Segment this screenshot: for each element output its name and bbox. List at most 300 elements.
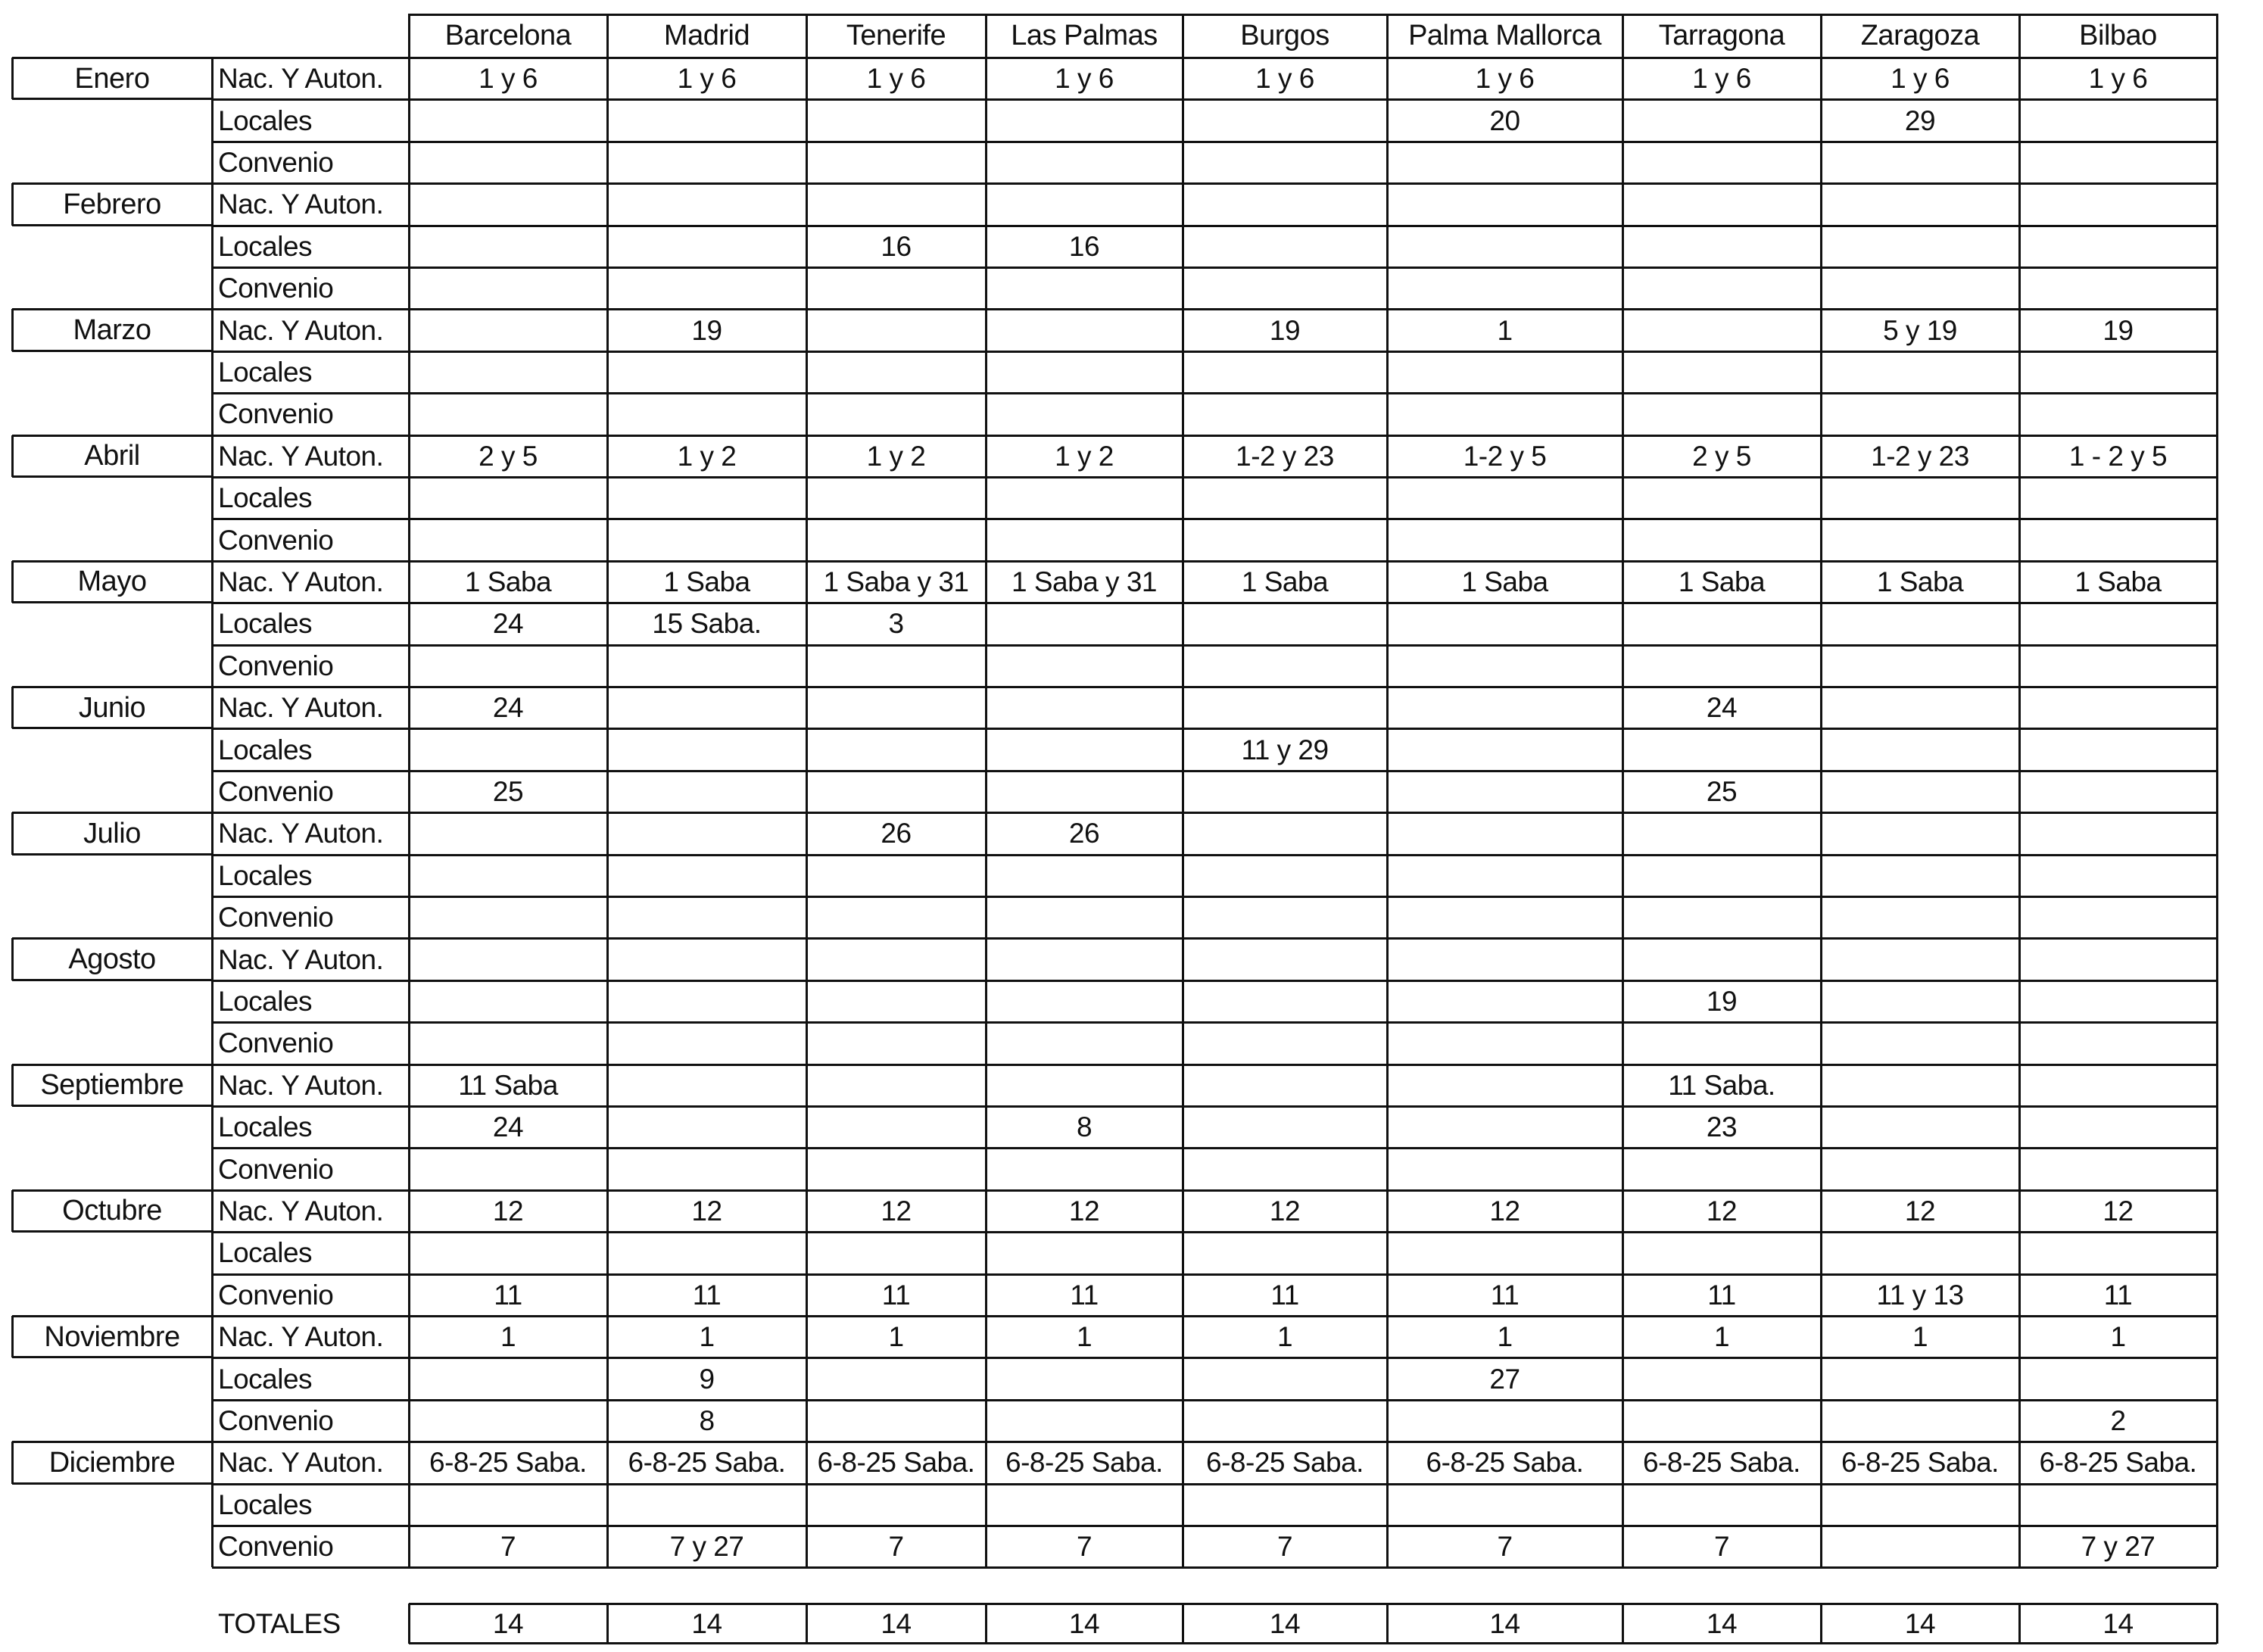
holiday-cell — [1622, 896, 1821, 938]
body-column-rule — [2018, 58, 2021, 1567]
holiday-cell — [607, 99, 806, 141]
holiday-cell: 2 — [2110, 1404, 2126, 1436]
holiday-cell — [1183, 519, 1387, 560]
holiday-cell — [1622, 855, 1821, 896]
category-label: Nac. Y Auton. — [218, 566, 384, 597]
holiday-cell — [607, 771, 806, 812]
holiday-cell: 25 — [492, 775, 524, 807]
holiday-cell: 2 y 5 — [1692, 440, 1751, 472]
month-label: Enero — [74, 62, 150, 95]
holiday-cell — [1183, 1148, 1387, 1189]
month-box-bottom — [12, 350, 212, 352]
holiday-cell: 7 y 27 — [2081, 1531, 2155, 1563]
category-label: Locales — [218, 482, 313, 514]
holiday-cell — [1387, 1400, 1622, 1442]
row-rule — [212, 98, 2217, 101]
total-value: 14 — [1489, 1608, 1520, 1639]
category-label: Convenio — [218, 1153, 334, 1185]
category-label: Convenio — [218, 902, 334, 934]
holiday-cell — [1387, 519, 1622, 560]
holiday-cell: 1 — [1912, 1321, 1928, 1353]
holiday-cell: 25 — [1706, 775, 1738, 807]
category-label: Nac. Y Auton. — [218, 1195, 384, 1227]
holiday-cell — [409, 99, 607, 141]
header-column-rule — [806, 14, 808, 58]
holiday-cell — [2019, 938, 2217, 980]
column-header-city: Burgos — [1240, 20, 1329, 51]
holiday-cell — [2019, 980, 2217, 1022]
holiday-cell: 1-2 y 5 — [1463, 440, 1547, 472]
row-rule — [212, 1441, 2217, 1443]
holiday-cell — [1183, 351, 1387, 393]
holiday-cell: 2 y 5 — [478, 440, 538, 472]
holiday-cell — [2019, 1484, 2217, 1526]
total-value: 14 — [492, 1608, 524, 1639]
holiday-cell — [409, 183, 607, 225]
totals-column-rule — [408, 1604, 410, 1644]
category-label: Locales — [218, 985, 313, 1017]
holiday-cell — [806, 142, 986, 183]
holiday-cell — [1183, 183, 1387, 225]
holiday-cell: 1 Saba y 31 — [1011, 566, 1157, 597]
category-label: Nac. Y Auton. — [218, 314, 384, 346]
month-box-bottom — [12, 1230, 212, 1233]
holiday-cell — [607, 1106, 806, 1148]
row-rule — [212, 1483, 2217, 1485]
month-box-left — [11, 938, 14, 980]
holiday-cell — [1622, 393, 1821, 435]
month-box-bottom — [12, 1356, 212, 1358]
total-value: 14 — [1706, 1608, 1738, 1639]
body-column-rule — [606, 58, 609, 1567]
row-rule — [212, 351, 2217, 353]
holiday-cell — [1387, 728, 1622, 770]
category-label: Locales — [218, 1111, 313, 1143]
holiday-cell — [1821, 896, 2019, 938]
row-rule — [212, 1273, 2217, 1276]
total-value: 14 — [691, 1608, 722, 1639]
holiday-cell — [986, 267, 1183, 309]
holiday-cell — [1622, 519, 1821, 560]
holiday-cell — [986, 771, 1183, 812]
holiday-cell — [1387, 267, 1622, 309]
month-box-left — [11, 183, 14, 225]
month-box-left — [11, 1190, 14, 1232]
holiday-cell: 1 Saba — [464, 566, 552, 597]
body-column-rule — [1622, 58, 1624, 1567]
holiday-cell: 3 — [888, 608, 904, 640]
holiday-cell — [1821, 728, 2019, 770]
header-column-rule — [2216, 14, 2218, 58]
total-value: 14 — [881, 1608, 912, 1639]
holiday-cell: 16 — [881, 230, 912, 262]
holiday-cell — [986, 603, 1183, 644]
holiday-cell — [1821, 1022, 2019, 1064]
month-label: Septiembre — [40, 1069, 184, 1102]
holiday-cell — [1387, 1148, 1622, 1189]
row-rule — [212, 686, 2217, 688]
body-column-rule — [1182, 58, 1184, 1567]
holiday-cell — [1821, 1106, 2019, 1148]
holiday-cell: 1 — [1497, 1321, 1513, 1353]
holiday-cell: 7 — [1276, 1531, 1293, 1563]
header-column-rule — [1386, 14, 1389, 58]
month-box-top — [12, 560, 212, 563]
holiday-cell — [607, 728, 806, 770]
category-label: Nac. Y Auton. — [218, 189, 384, 220]
month-box-top — [12, 308, 212, 310]
holiday-cell — [1183, 645, 1387, 687]
holiday-cell — [409, 896, 607, 938]
holiday-cell: 12 — [492, 1195, 524, 1227]
row-rule — [212, 560, 2217, 563]
holiday-cell — [2019, 519, 2217, 560]
holiday-cell — [986, 1400, 1183, 1442]
row-rule — [212, 770, 2217, 772]
holiday-cell: 12 — [1068, 1195, 1100, 1227]
totals-column-rule — [985, 1604, 987, 1644]
holiday-cell — [1622, 1484, 1821, 1526]
holiday-cell: 26 — [881, 818, 912, 849]
holiday-cell — [986, 1148, 1183, 1189]
holiday-cell — [409, 980, 607, 1022]
row-rule — [212, 518, 2217, 520]
holiday-cell — [1183, 687, 1387, 728]
holiday-cell: 9 — [699, 1363, 715, 1395]
holiday-cell: 29 — [1904, 104, 1936, 136]
holiday-cell — [806, 1484, 986, 1526]
holiday-cell — [1387, 896, 1622, 938]
holiday-cell — [1821, 1400, 2019, 1442]
holiday-cell — [1387, 687, 1622, 728]
holiday-cell — [1387, 1022, 1622, 1064]
holiday-cell — [806, 645, 986, 687]
holiday-cell: 1 y 6 — [2088, 63, 2148, 95]
totals-column-rule — [1622, 1604, 1624, 1644]
total-value: 14 — [1904, 1608, 1936, 1639]
holiday-cell: 6-8-25 Saba. — [1005, 1447, 1163, 1479]
holiday-cell: 5 y 19 — [1883, 314, 1957, 346]
holiday-cell: 7 — [888, 1531, 904, 1563]
row-rule — [212, 1189, 2217, 1192]
row-rule — [212, 435, 2217, 437]
holiday-cell: 1 — [888, 1321, 904, 1353]
holiday-cell — [1821, 183, 2019, 225]
month-label: Agosto — [68, 943, 156, 976]
holiday-cell — [806, 896, 986, 938]
holiday-cell: 1 Saba — [1678, 566, 1766, 597]
holiday-cell — [409, 1148, 607, 1189]
holiday-cell — [1387, 1484, 1622, 1526]
holiday-cell — [2019, 812, 2217, 854]
holiday-cell — [409, 142, 607, 183]
holiday-cell — [409, 309, 607, 351]
category-label: Nac. Y Auton. — [218, 1069, 384, 1101]
category-label: Locales — [218, 356, 313, 388]
holiday-cell: 1 y 6 — [1891, 63, 1950, 95]
holiday-cell — [1387, 226, 1622, 267]
holiday-cell — [986, 477, 1183, 519]
holiday-cell: 1 — [1713, 1321, 1730, 1353]
holiday-cell — [806, 1232, 986, 1273]
holiday-cell — [2019, 1148, 2217, 1189]
holiday-cell — [409, 267, 607, 309]
holiday-cell — [1821, 771, 2019, 812]
month-box-top — [12, 686, 212, 688]
holiday-cell: 11 — [1070, 1279, 1099, 1311]
holiday-cell: 1 - 2 y 5 — [2068, 440, 2168, 472]
holiday-cell — [2019, 687, 2217, 728]
holiday-cell — [2019, 896, 2217, 938]
row-rule — [212, 1399, 2217, 1401]
category-label: Locales — [218, 608, 313, 640]
holiday-cell — [1622, 226, 1821, 267]
holiday-cell — [409, 1357, 607, 1399]
holiday-cell — [1622, 1232, 1821, 1273]
holiday-cell — [1183, 142, 1387, 183]
holiday-cell — [1622, 1148, 1821, 1189]
holiday-cell: 24 — [1706, 692, 1738, 724]
holiday-cell — [1821, 226, 2019, 267]
category-label: Convenio — [218, 1531, 334, 1563]
holiday-cell — [1183, 1232, 1387, 1273]
holiday-cell: 12 — [1904, 1195, 1936, 1227]
holiday-cell — [806, 1400, 986, 1442]
month-box-top — [12, 812, 212, 814]
category-column-rule — [211, 58, 214, 1567]
holiday-cell: 11 — [2103, 1279, 2133, 1311]
holiday-cell: 11 Saba — [458, 1069, 558, 1101]
month-box-left — [11, 561, 14, 603]
header-column-rule — [606, 14, 609, 58]
holiday-cell — [2019, 771, 2217, 812]
holiday-cell — [1183, 267, 1387, 309]
holiday-cell: 1 y 6 — [478, 63, 538, 95]
totals-column-rule — [2216, 1604, 2218, 1644]
totals-column-rule — [1182, 1604, 1184, 1644]
holiday-cell — [806, 309, 986, 351]
holiday-cell: 19 — [1269, 314, 1301, 346]
column-header-city: Tarragona — [1658, 20, 1785, 51]
holiday-cell — [1821, 603, 2019, 644]
holiday-cell: 1 y 6 — [677, 63, 737, 95]
category-label: Locales — [218, 230, 313, 262]
category-label: Nac. Y Auton. — [218, 1447, 384, 1479]
holiday-cell: 27 — [1489, 1363, 1520, 1395]
holiday-cell — [607, 896, 806, 938]
month-box-top — [12, 57, 212, 59]
holiday-cell: 24 — [492, 608, 524, 640]
month-box-bottom — [12, 727, 212, 729]
holiday-cell — [1622, 99, 1821, 141]
holiday-cell: 12 — [691, 1195, 722, 1227]
month-box-top — [12, 1315, 212, 1317]
holiday-cell: 7 y 27 — [669, 1531, 744, 1563]
body-column-rule — [806, 58, 808, 1567]
holiday-cell: 1 y 2 — [1055, 440, 1114, 472]
holiday-cell — [1387, 812, 1622, 854]
holiday-cell: 8 — [699, 1404, 715, 1436]
holiday-cell: 11 — [692, 1279, 722, 1311]
holiday-cell — [806, 1064, 986, 1106]
holiday-cell — [2019, 393, 2217, 435]
holiday-cell: 19 — [1706, 985, 1738, 1017]
holiday-cell — [1821, 1064, 2019, 1106]
totals-label: TOTALES — [218, 1608, 341, 1639]
row-rule — [212, 1315, 2217, 1317]
holiday-cell: 12 — [1489, 1195, 1520, 1227]
holiday-cell — [1821, 477, 2019, 519]
holiday-cell: 11 — [1707, 1279, 1736, 1311]
body-column-rule — [1820, 58, 1822, 1567]
holiday-cell: 6-8-25 Saba. — [1841, 1447, 1999, 1479]
holiday-cell — [409, 728, 607, 770]
row-rule — [212, 1357, 2217, 1359]
row-rule — [212, 1231, 2217, 1233]
month-box-left — [11, 687, 14, 728]
holiday-cell — [1622, 645, 1821, 687]
holiday-cell — [806, 728, 986, 770]
month-box-bottom — [12, 1482, 212, 1485]
holiday-cell: 1 y 6 — [1692, 63, 1751, 95]
holiday-cell: 1 y 6 — [1055, 63, 1114, 95]
holiday-cell — [1183, 1484, 1387, 1526]
holiday-cell: 11 Saba. — [1668, 1069, 1775, 1101]
holiday-cell — [1821, 980, 2019, 1022]
holiday-cell — [1183, 1106, 1387, 1148]
total-value: 14 — [1068, 1608, 1100, 1639]
header-column-rule — [2018, 14, 2021, 58]
holiday-cell — [986, 645, 1183, 687]
row-rule — [212, 896, 2217, 898]
month-label: Octubre — [62, 1195, 162, 1227]
holiday-cell — [1622, 1022, 1821, 1064]
holiday-cell: 20 — [1489, 104, 1520, 136]
holiday-cell: 1 y 6 — [1255, 63, 1314, 95]
header-column-rule — [1622, 14, 1624, 58]
holiday-cell — [806, 99, 986, 141]
holiday-cell: 1 — [1497, 314, 1513, 346]
holiday-cell: 19 — [691, 314, 722, 346]
holiday-cell: 1 y 2 — [866, 440, 926, 472]
totals-bottom-rule — [409, 1642, 2217, 1644]
holiday-cell — [1387, 771, 1622, 812]
holiday-cell — [806, 267, 986, 309]
holiday-cell — [607, 351, 806, 393]
holiday-cell: 8 — [1076, 1111, 1093, 1143]
holiday-cell — [1387, 1106, 1622, 1148]
category-label: Convenio — [218, 273, 334, 304]
holiday-cell: 26 — [1068, 818, 1100, 849]
total-value: 14 — [2102, 1608, 2134, 1639]
holiday-cell — [1622, 477, 1821, 519]
holiday-cell — [607, 1022, 806, 1064]
holiday-cell — [2019, 142, 2217, 183]
category-label: Convenio — [218, 146, 334, 178]
holiday-cell — [1622, 351, 1821, 393]
holiday-cell — [2019, 477, 2217, 519]
holiday-cell — [409, 645, 607, 687]
holiday-cell — [2019, 603, 2217, 644]
holiday-cell — [2019, 1232, 2217, 1273]
holiday-cell — [806, 980, 986, 1022]
holiday-cell: 1 y 2 — [677, 440, 737, 472]
holiday-cell — [409, 1022, 607, 1064]
holiday-cell: 12 — [1706, 1195, 1738, 1227]
holiday-cell — [986, 1232, 1183, 1273]
holiday-cell: 1 Saba y 31 — [823, 566, 969, 597]
holiday-cell — [2019, 1106, 2217, 1148]
holiday-cell — [2019, 728, 2217, 770]
holiday-cell: 7 — [1076, 1531, 1093, 1563]
month-label: Abril — [84, 440, 140, 472]
month-label: Noviembre — [44, 1320, 180, 1353]
month-box-bottom — [12, 1105, 212, 1107]
holiday-cell: 6-8-25 Saba. — [628, 1447, 786, 1479]
holiday-cell — [986, 519, 1183, 560]
holiday-cell: 12 — [881, 1195, 912, 1227]
holiday-cell: 11 — [881, 1279, 911, 1311]
holiday-cell — [2019, 1064, 2217, 1106]
holiday-cell — [1183, 1022, 1387, 1064]
holiday-cell — [1622, 1357, 1821, 1399]
holiday-cell — [607, 226, 806, 267]
holiday-cell — [2019, 645, 2217, 687]
column-header-city: Tenerife — [846, 20, 946, 51]
category-label: Convenio — [218, 1279, 334, 1311]
holiday-cell — [607, 938, 806, 980]
header-top-rule — [409, 14, 2217, 16]
holiday-cell — [409, 226, 607, 267]
holiday-cell — [1622, 812, 1821, 854]
holiday-cell — [1183, 477, 1387, 519]
body-column-rule — [2216, 58, 2218, 1567]
row-rule — [212, 225, 2217, 227]
holiday-cell — [806, 183, 986, 225]
holiday-cell — [2019, 1022, 2217, 1064]
holiday-cell — [1387, 183, 1622, 225]
totals-column-rule — [1820, 1604, 1822, 1644]
holiday-cell — [2019, 351, 2217, 393]
holiday-cell — [1387, 142, 1622, 183]
holiday-cell — [806, 687, 986, 728]
month-box-bottom — [12, 98, 212, 100]
header-column-rule — [985, 14, 987, 58]
header-column-rule — [1182, 14, 1184, 58]
row-rule — [212, 728, 2217, 730]
row-rule — [212, 392, 2217, 394]
holiday-cell — [986, 938, 1183, 980]
holiday-cell: 1 Saba — [1241, 566, 1329, 597]
body-column-rule — [408, 58, 410, 1567]
holiday-cell: 12 — [1269, 1195, 1301, 1227]
holiday-cell: 1 — [500, 1321, 516, 1353]
holiday-cell: 1 y 6 — [866, 63, 926, 95]
holiday-cell — [1821, 855, 2019, 896]
month-box-top — [12, 435, 212, 437]
holiday-cell: 19 — [2102, 314, 2134, 346]
holiday-cell: 6-8-25 Saba. — [1643, 1447, 1800, 1479]
month-label: Mayo — [77, 566, 147, 598]
holiday-cell — [1387, 938, 1622, 980]
column-header-city: Zaragoza — [1860, 20, 1980, 51]
holiday-cell — [607, 855, 806, 896]
holiday-cell — [1183, 1400, 1387, 1442]
holiday-cell — [607, 1148, 806, 1189]
holiday-cell — [1821, 351, 2019, 393]
holiday-cell — [607, 267, 806, 309]
holiday-cell: 7 — [1497, 1531, 1513, 1563]
